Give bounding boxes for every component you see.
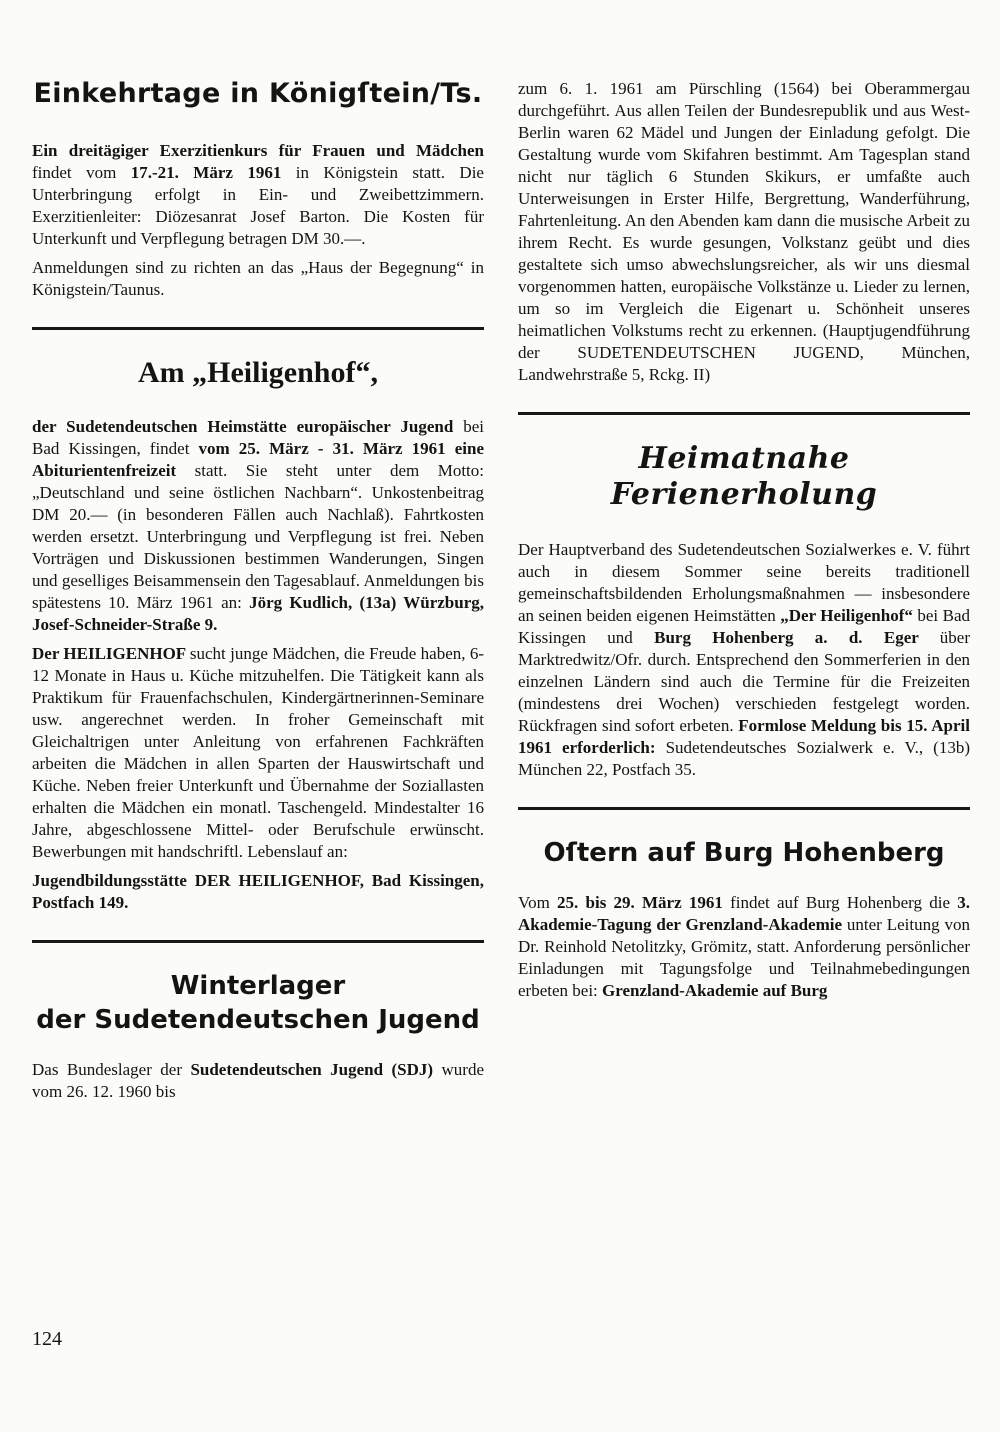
text-segment: Das Bundeslager der xyxy=(32,1060,191,1079)
text-segment: statt. Sie steht unter dem Motto: „Deutschland und seine östlichen Nachbarn“. Unkostenbeitrag DM 20.— (in besonderen Fällen auch Nachlaß). Fahrtkosten werden ersetzt. Unterbringung und Verpflegung ist frei. Neben Vorträgen und Diskussionen bestimmen Wanderungen, Singen und geselliges Beisammensein den Tagesablauf. Anmeldungen bis spätestens 10. März 1961 an: xyxy=(32,461,484,612)
article-heiligenhof xyxy=(32,356,484,914)
article-winterlager-title xyxy=(32,969,484,1037)
text-segment: Sudetendeutschen Jugend (SDJ) xyxy=(190,1060,442,1079)
section-divider xyxy=(518,412,970,415)
text-segment: bei Bad Kissingen und xyxy=(518,606,971,647)
article-ferienerholung xyxy=(518,441,970,781)
article-hohenberg-title: Oſtern auf Burg Hohenberg xyxy=(543,838,945,868)
text-segment: Jörg Kudlich, (13a) Würzburg, Josef-Schneider-Straße 9. xyxy=(32,593,484,634)
article-winterlager-continued xyxy=(518,78,970,386)
section-divider xyxy=(32,327,484,330)
right-column xyxy=(518,78,970,1110)
title-line-2: der Sudetendeutschen Jugend xyxy=(36,1005,480,1035)
paragraph xyxy=(32,257,484,301)
text-segment: Anmeldungen sind zu richten an das „Haus der Begegnung“ in Königstein/Taunus. xyxy=(32,258,484,299)
text-segment: zum 6. 1. 1961 am Pürschling (1564) bei Oberammergau durchgeführt. Aus allen Teilen der Bundesrepublik und aus West-Berlin waren 62 Mädel und Jungen der Einladung gefolgt. Die Gestaltung wurde vom Skifahren bestimmt. Am Tagesplan stand nicht nur täglich 6 Stunden Skikurs, er umfaßte auch Unterweisungen in Erster Hilfe, Bergrettung, Wanderführung, Fahrtenleitung. An den Abenden kam dann die musische Arbeit zu ihrem Recht. Es wurde gesungen, Volkstanz geübt und dies gestaltete sich umso abwechslungsreicher, als wir uns diesmal vorgenommen hatten, europäische Volkstänze u. Lieder zu lernen, um so im Vergleich die Eigenart u. Schönheit unseres heimatlichen Volkstums recht zu erkennen. (Hauptjugendführung der SUDETENDEUTSCHEN JUGEND, München, Landwehrstraße 5, Rckg. II) xyxy=(518,79,970,384)
article-winterlager xyxy=(32,969,484,1103)
text-segment: der Sudetendeutschen Heimstätte europäischer Jugend xyxy=(32,417,464,436)
text-segment: Grenzland-Akademie auf Burg xyxy=(602,981,828,1000)
paragraph xyxy=(32,416,484,636)
text-segment: bei Bad Kissingen, findet xyxy=(32,417,484,458)
paragraph xyxy=(32,643,484,863)
page-number: 124 xyxy=(32,1328,62,1350)
text-segment: wurde vom 26. 12. 1960 bis xyxy=(32,1060,484,1101)
article-hohenberg xyxy=(518,836,970,1002)
paragraph xyxy=(32,1059,484,1103)
text-segment: Formlose Meldung bis 15. April 1961 erforderlich: xyxy=(518,716,970,757)
article-einkehrtage xyxy=(32,78,484,301)
two-column-layout xyxy=(32,78,970,1110)
text-segment: über Marktredwitz/Ofr. durch. Entsprechend den Sommerferien in den einzelnen Ländern sind auch die Termine für die Freizeiten (mindestens drei Wochen) verschieden festgelegt worden. Rückfragen sind sofort erbeten. xyxy=(518,628,971,735)
text-segment: Vom xyxy=(518,893,558,912)
text-segment: 25. bis 29. März 1961 xyxy=(557,893,731,912)
text-segment: findet vom xyxy=(32,163,131,182)
section-divider xyxy=(32,940,484,943)
text-segment: Jugendbildungsstätte DER HEILIGENHOF, Bad Kissingen, Postfach 149. xyxy=(32,871,484,912)
paragraph xyxy=(518,892,970,1002)
text-segment: Der Hauptverband des Sudetendeutschen Sozialwerkes e. V. führt auch in diesem Sommer seine bereits traditionell gemeinschaftsbildenden Erholungsmaßnahmen — insbesondere an seinen beiden eigenen Heimstätten xyxy=(518,540,970,625)
section-divider xyxy=(518,807,970,810)
text-segment: vom 25. März - 31. März 1961 eine Abiturientenfreizeit xyxy=(32,439,484,480)
title-line-1: Winterlager xyxy=(170,971,346,1001)
paragraph xyxy=(32,870,484,914)
text-segment: in Königstein statt. Die Unterbringung erfolgt in Ein- und Zweibettzimmern. Exerzitienleiter: Diözesanrat Josef Barton. Die Kosten für Unterkunft und Verpflegung betragen DM 30.—. xyxy=(32,163,484,248)
text-segment: 17.-21. März 1961 xyxy=(130,163,296,182)
text-segment: 3. Akademie-Tagung der Grenzland-Akademie xyxy=(518,893,971,934)
text-segment: Der HEILIGENHOF xyxy=(32,644,190,663)
article-ferienerholung-title: Heimatnahe Ferienerholung xyxy=(610,441,878,512)
left-column xyxy=(32,78,484,1110)
text-segment: Burg Hohenberg a. d. Eger xyxy=(654,628,940,647)
text-segment: „Der Heiligenhof“ xyxy=(780,606,918,625)
text-segment: Ein dreitägiger Exerzitienkurs für Frauen und Mädchen xyxy=(32,141,484,160)
article-heiligenhof-title: Am „Heiligenhof“, xyxy=(138,356,378,389)
text-segment: findet auf Burg Hohenberg die xyxy=(730,893,958,912)
paragraph xyxy=(518,539,970,781)
paragraph xyxy=(32,140,484,250)
text-segment: sucht junge Mädchen, die Freude haben, 6-12 Monate in Haus u. Küche mitzuhelfen. Die Tätigkeit kann als Praktikum für Frauenfachschulen, Kindergärtnerinnen-Seminare usw. angerechnet werden. In froher Gemeinschaft mit Gleichaltrigen unter Anleitung von erfahrenen Fachkräften arbeiten die Mädchen in allen Sparten der Hauswirtschaft und Küche. Neben freier Unterkunft und Übernahme der Soziallasten erhalten die Mädchen ein monatl. Taschengeld. Mindestalter 16 Jahre, abgeschlossene Mittel- oder Berufschule erwünscht. Bewerbungen mit handschriftl. Lebenslauf an: xyxy=(32,644,484,861)
article-einkehrtage-title: Einkehrtage in Königſtein/Ts. xyxy=(33,78,483,109)
text-segment: Sudetendeutsches Sozialwerk e. V., (13b) München 22, Postfach 35. xyxy=(518,738,971,779)
text-segment: unter Leitung von Dr. Reinhold Netolitzky, Grömitz, statt. Anforderung persönlicher Einladungen mit Tagungsfolge und Teilnahmebedingungen erbeten bei: xyxy=(518,915,970,1000)
paragraph xyxy=(518,78,970,386)
